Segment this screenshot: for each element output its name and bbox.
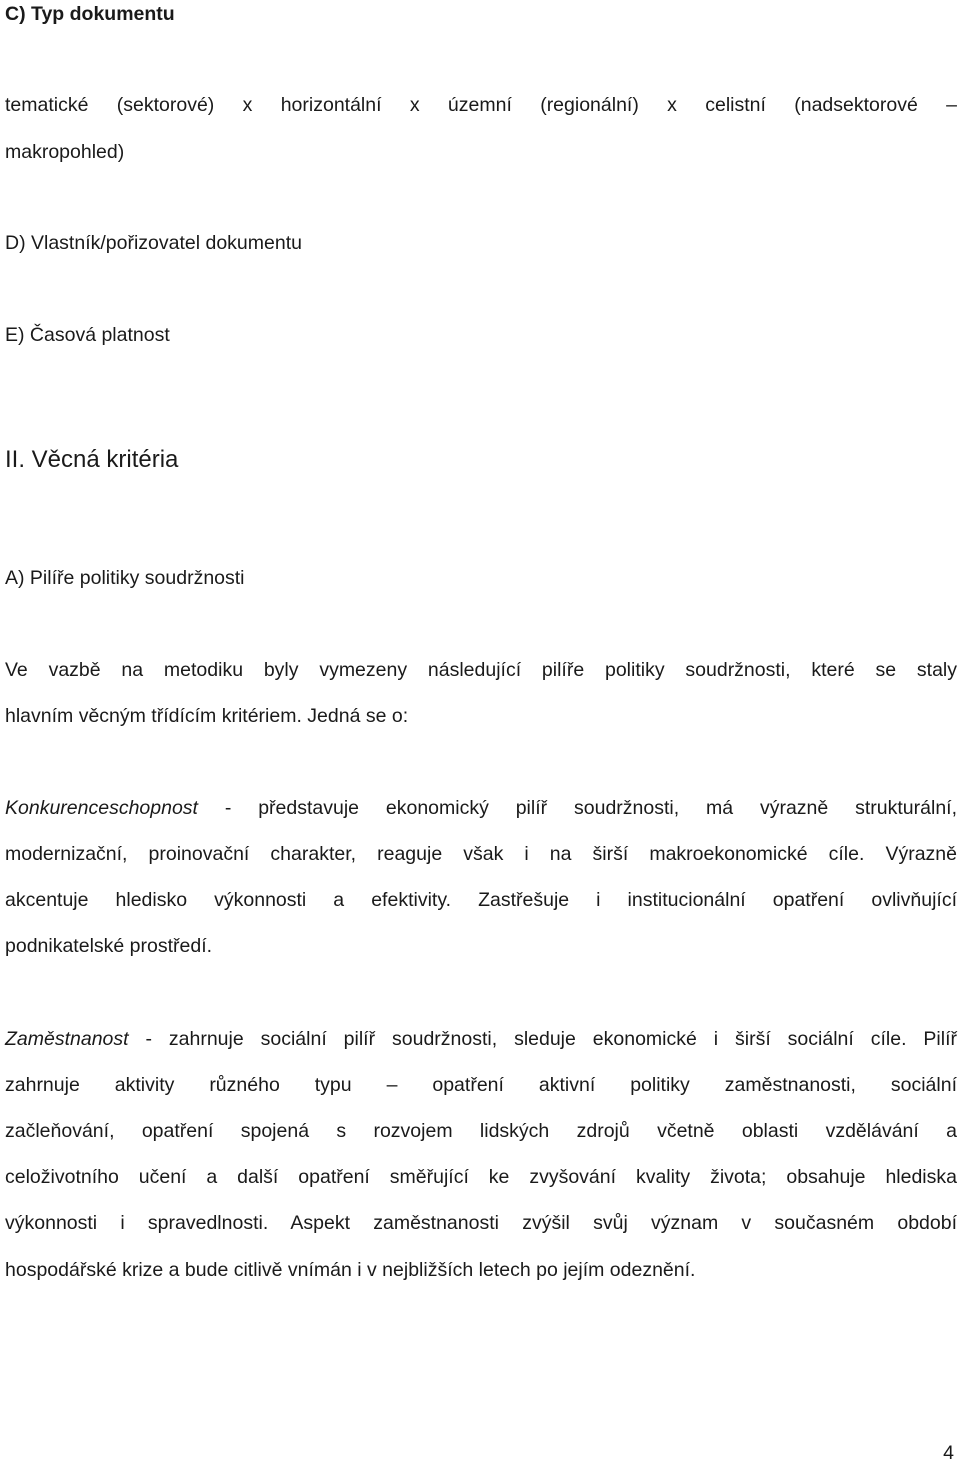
- zamestnanost-term: Zaměstnanost: [5, 1028, 129, 1050]
- section-c-heading: C) Typ dokumentu: [5, 3, 175, 25]
- section-c-text-line-1: tematické (sektorové) x horizontální x územní (regionální) x celistní (nadsektorové –: [5, 94, 957, 116]
- zamestnanost-line-6: hospodářské krize a bude citlivě vnímán i v nejbližších letech po jejím odeznění.: [5, 1259, 696, 1281]
- page-number: 4: [943, 1442, 954, 1464]
- zamestnanost-line-5: výkonnosti i spravedlnosti. Aspekt zaměstnanosti zvýšil svůj význam v současném období: [5, 1212, 957, 1234]
- konkurenceschopnost-line-2: modernizační, proinovační charakter, reaguje však i na širší makroekonomické cíle. Výrazně: [5, 843, 957, 865]
- konkurenceschopnost-line-1: [5, 795, 957, 821]
- section-e-heading: E) Časová platnost: [5, 324, 170, 346]
- document-page: [5, 0, 957, 1464]
- zamestnanost-line-3: začleňování, opatření spojená s rozvojem lidských zdrojů včetně oblasti vzdělávání a: [5, 1120, 957, 1142]
- konkurenceschopnost-definition-start: - představuje ekonomický pilíř soudržnosti, má výrazně strukturální,: [197, 797, 957, 819]
- zamestnanost-line-1: [5, 1026, 957, 1052]
- section-c-text-line-2: makropohled): [5, 141, 125, 163]
- zamestnanost-line-4: celoživotního učení a další opatření směřující ke zvyšování kvality života; obsahuje hlediska: [5, 1166, 957, 1188]
- zamestnanost-line-2: zahrnuje aktivity různého typu – opatření aktivní politiky zaměstnanosti, sociální: [5, 1074, 957, 1096]
- section-a-intro-line-1: Ve vazbě na metodiku byly vymezeny následující pilíře politiky soudržnosti, které se staly: [5, 659, 957, 681]
- konkurenceschopnost-line-4: podnikatelské prostředí.: [5, 935, 213, 957]
- section-ii-heading: II. Věcná kritéria: [5, 446, 179, 473]
- zamestnanost-definition-start: - zahrnuje sociální pilíř soudržnosti, sleduje ekonomické i širší sociální cíle. Pilíř: [128, 1028, 957, 1050]
- konkurenceschopnost-line-3: akcentuje hledisko výkonnosti a efektivity. Zastřešuje i institucionální opatření ovlivňující: [5, 889, 957, 911]
- section-a-intro-line-2: hlavním věcným třídícím kritériem. Jedná se o:: [5, 705, 409, 727]
- konkurenceschopnost-term: Konkurenceschopnost: [5, 797, 198, 819]
- section-a-heading: A) Pilíře politiky soudržnosti: [5, 567, 245, 589]
- section-d-heading: D) Vlastník/pořizovatel dokumentu: [5, 232, 302, 254]
